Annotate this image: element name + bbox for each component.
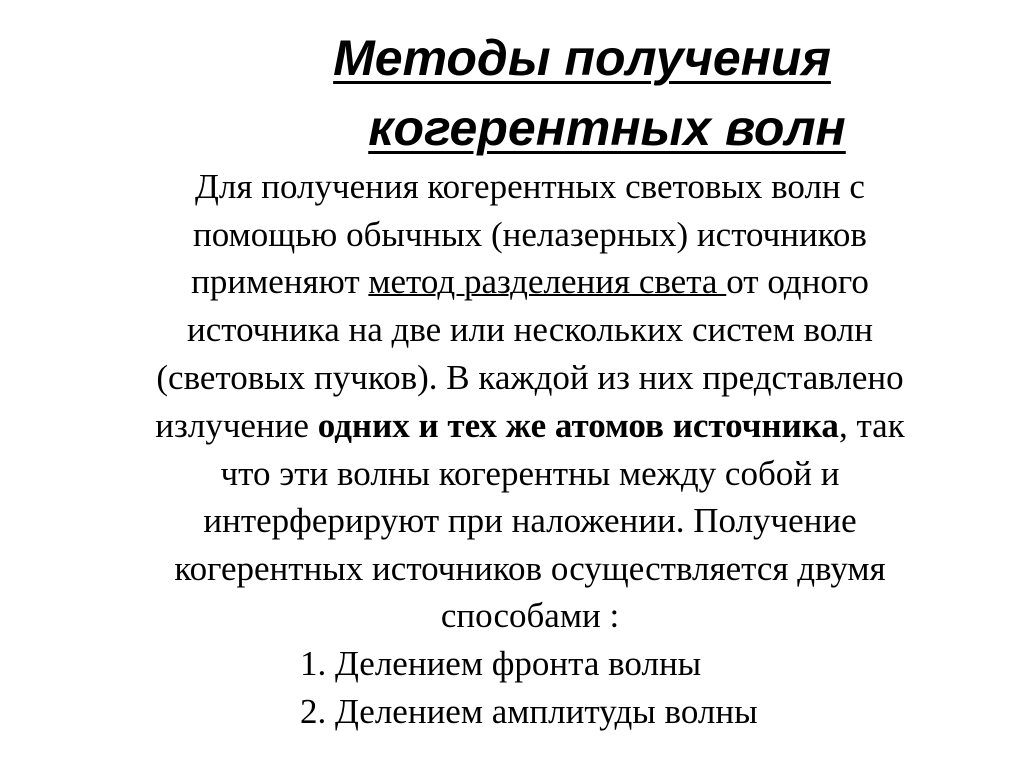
body-text: от одного — [726, 262, 869, 301]
body-line: (световых пучков). В каждой из них представлено — [156, 358, 904, 397]
body-line: что эти волны когерентны между собой и — [220, 454, 840, 493]
list-item: 2. Делением амплитуды волны — [300, 692, 758, 731]
underlined-term: метод разделения света — [368, 262, 727, 301]
body-line: интерферируют при наложении. Получение — [203, 501, 857, 540]
body-text: применяют — [191, 262, 369, 301]
slide-title-line-2: когерентных волн — [368, 100, 846, 156]
list-item: 1. Делением фронта волны — [300, 644, 702, 683]
body-line: источника на две или нескольких систем волн — [186, 310, 874, 349]
slide-title-line-1: Методы получения — [333, 30, 831, 86]
body-line: помощью обычных (нелазерных) источников — [193, 215, 867, 254]
body-line — [30, 404, 1024, 448]
bold-term: одних и тех же атомов источника — [317, 406, 839, 445]
body-line: когерентных источников осуществляется двумя — [174, 549, 886, 588]
body-text: излучение — [155, 406, 318, 445]
body-line: Для получения когерентных световых волн с — [195, 167, 865, 206]
body-line — [30, 260, 1024, 304]
body-line: способами : — [440, 596, 620, 635]
body-text: , так — [838, 406, 905, 445]
